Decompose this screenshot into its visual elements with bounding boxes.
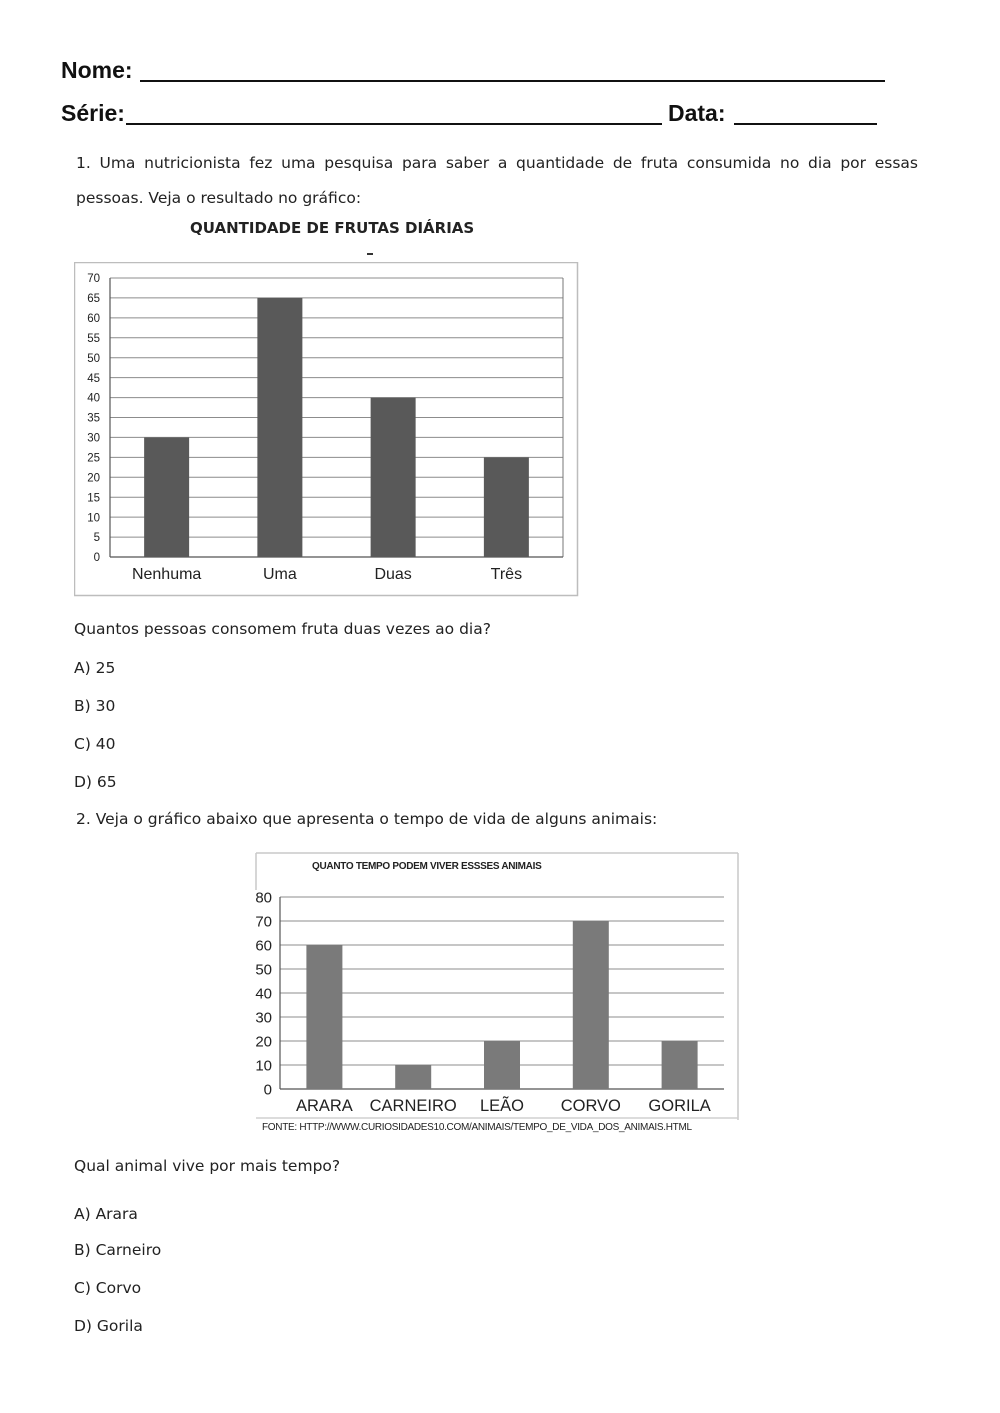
q1-option-a[interactable]: A) 25 [74, 659, 116, 677]
chart2-category-label: CARNEIRO [369, 1097, 457, 1115]
series-label: Série: [61, 100, 125, 126]
q2-option-c[interactable]: C) Corvo [74, 1279, 142, 1297]
chart1-ytick-label: 30 [87, 432, 100, 445]
chart1-ytick-label: 65 [87, 293, 100, 306]
chart2-category-label: ARARA [295, 1097, 353, 1115]
q1-intro-line1: 1. Uma nutricionista fez uma pesquisa para saber a quantidade de fruta consumida no dia por essas [76, 154, 918, 172]
chart1-ytick-label: 35 [87, 412, 100, 425]
chart2-ytick-label: 20 [255, 1033, 272, 1051]
chart1-ytick-label: 55 [87, 332, 100, 345]
q1-option-c[interactable]: C) 40 [74, 735, 116, 753]
date-label: Data: [668, 100, 726, 126]
chart1-ytick-label: 60 [87, 312, 100, 325]
chart1-bar [371, 398, 416, 557]
chart2-bar [395, 1065, 431, 1089]
chart1-ytick-label: 15 [87, 492, 100, 505]
name-label: Nome: [61, 57, 133, 83]
chart2-ytick-label: 80 [255, 889, 272, 907]
q1-intro-line2: pessoas. Veja o resultado no gráfico: [76, 189, 362, 207]
chart1-ytick-label: 70 [87, 273, 100, 286]
chart2-category-label: GORILA [648, 1097, 711, 1115]
chart1-ytick-label: 40 [87, 392, 100, 405]
chart1-category-label: Nenhuma [131, 566, 202, 583]
chart2-bar [573, 921, 609, 1089]
chart1-bar [144, 437, 189, 557]
chart2-bar [662, 1041, 698, 1089]
q2-option-a[interactable]: A) Arara [74, 1205, 138, 1223]
chart1-ytick-label: 50 [87, 352, 100, 365]
chart2-ytick-label: 10 [255, 1057, 272, 1075]
chart1-category-label: Três [490, 566, 523, 583]
chart1-category-label: Duas [374, 566, 412, 583]
chart1-title-dash [367, 253, 373, 255]
chart1-category-label: Uma [262, 566, 297, 583]
chart1-ytick-label: 10 [87, 512, 100, 525]
chart2-title: QUANTO TEMPO PODEM VIVER ESSSES ANIMAIS [312, 861, 542, 872]
chart2-source: FONTE: HTTP://WWW.CURIOSIDADES10.COM/ANIMAIS/TEMPO_DE_VIDA_DOS_ANIMAIS.HTML [262, 1122, 692, 1133]
q1-question: Quantos pessoas consomem fruta duas vezes ao dia? [74, 620, 491, 638]
chart1-title: QUANTIDADE DE FRUTAS DIÁRIAS [190, 219, 475, 237]
chart2-bar [484, 1041, 520, 1089]
chart2-ytick-label: 0 [263, 1081, 272, 1099]
chart2-category-label: LEÃO [479, 1097, 525, 1115]
chart1-ytick-label: 45 [87, 372, 100, 385]
chart1-ytick-label: 0 [93, 552, 100, 565]
q2-question: Qual animal vive por mais tempo? [74, 1157, 341, 1175]
series-field-line[interactable] [126, 101, 662, 125]
chart1-bar [257, 298, 302, 557]
q2-option-d[interactable]: D) Gorila [74, 1317, 143, 1335]
date-field-line[interactable] [734, 101, 877, 125]
chart1-bar [484, 457, 529, 557]
chart2-bar [306, 945, 342, 1089]
chart2-ytick-label: 40 [255, 985, 272, 1003]
chart1-ytick-label: 25 [87, 452, 100, 465]
chart2-frame [245, 852, 740, 1122]
chart2-category-label: CORVO [560, 1097, 621, 1115]
q2-option-b[interactable]: B) Carneiro [74, 1241, 162, 1259]
chart2-ytick-label: 50 [255, 961, 272, 979]
chart1-frame [74, 262, 579, 597]
q1-option-d[interactable]: D) 65 [74, 773, 117, 791]
q1-option-b[interactable]: B) 30 [74, 697, 116, 715]
chart1-ytick-label: 20 [87, 472, 100, 485]
q2-intro: 2. Veja o gráfico abaixo que apresenta o tempo de vida de alguns animais: [76, 810, 658, 828]
chart2-ytick-label: 30 [255, 1009, 272, 1027]
name-field-line[interactable] [140, 58, 885, 82]
chart2-ytick-label: 60 [255, 937, 272, 955]
chart1-ytick-label: 5 [93, 532, 100, 545]
chart2-ytick-label: 70 [255, 913, 272, 931]
